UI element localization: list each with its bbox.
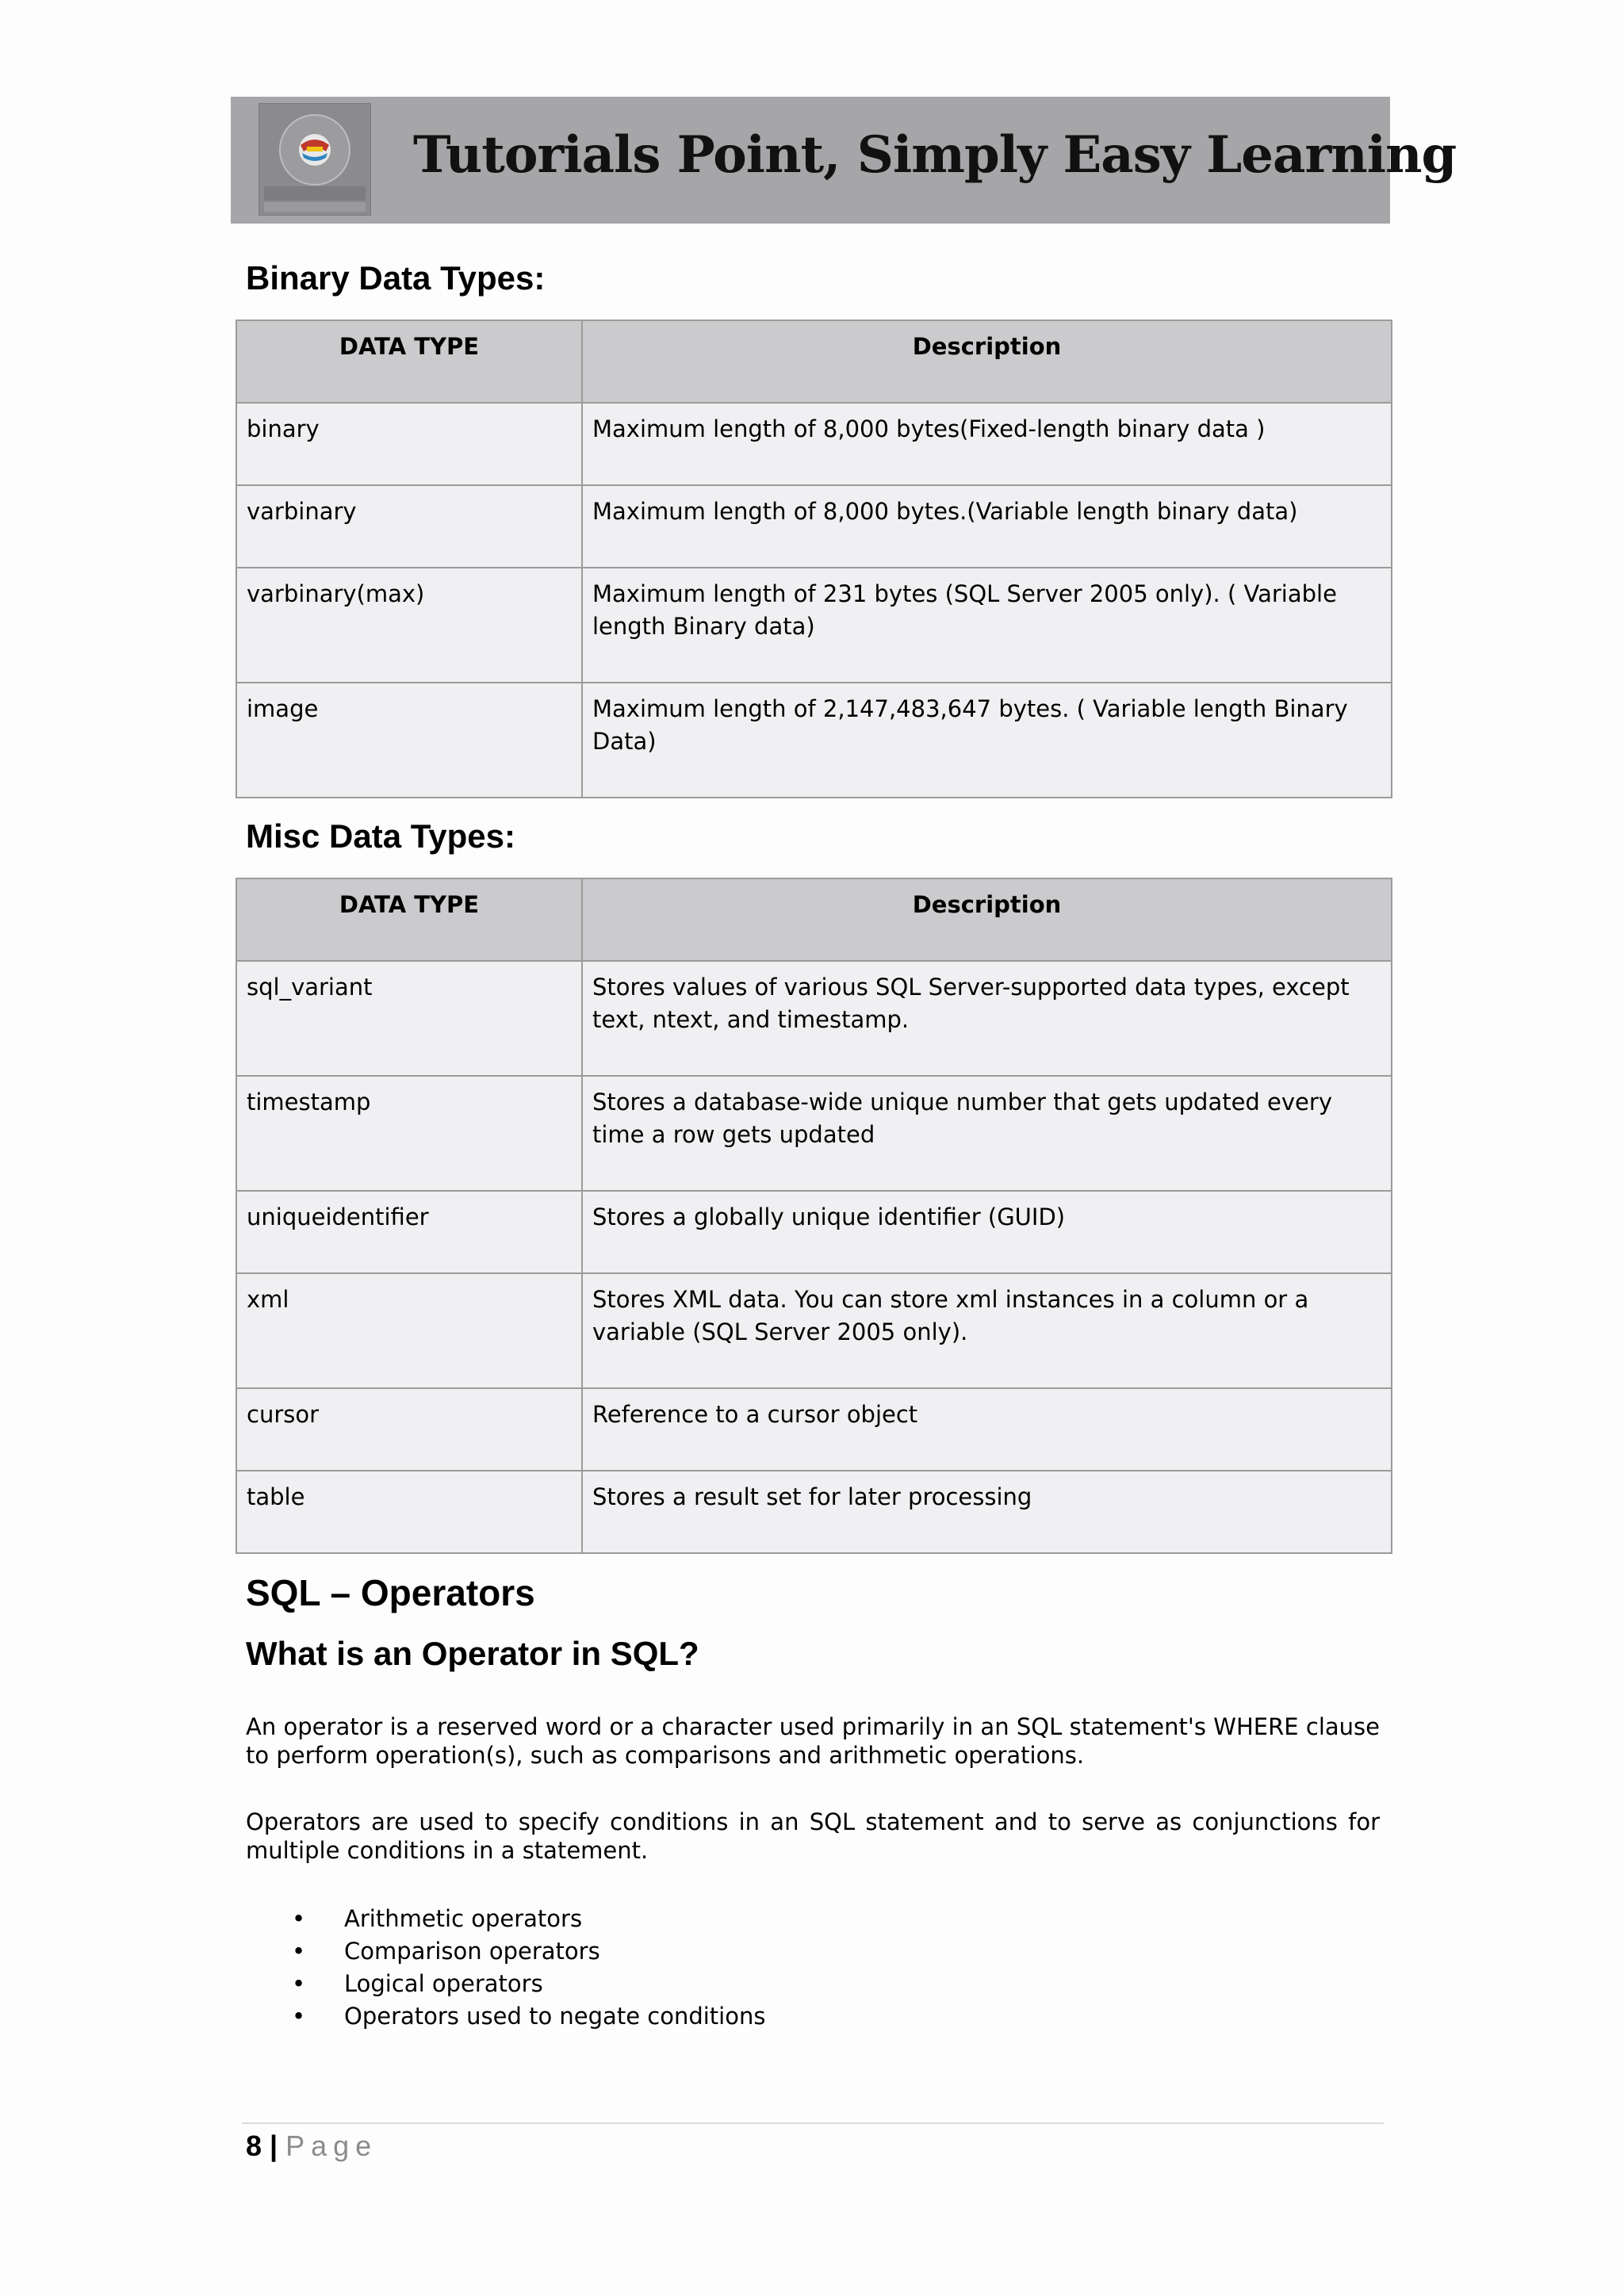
logo-emblem-icon	[259, 104, 370, 215]
page-number: 8	[246, 2130, 262, 2162]
table-row	[236, 1273, 1392, 1388]
data-type-cell: varbinary	[236, 485, 582, 568]
footer-divider	[242, 2122, 1384, 2124]
data-type-cell: timestamp	[236, 1076, 582, 1191]
data-type-cell: image	[236, 683, 582, 798]
description-cell: Stores a database-wide unique number that gets updated every time a row gets updated	[582, 1076, 1392, 1191]
description-cell: Stores a result set for later processing	[582, 1471, 1392, 1553]
bullet-icon: •	[292, 1905, 306, 1932]
table-row	[236, 1191, 1392, 1273]
description-cell: Maximum length of 8,000 bytes.(Variable length binary data)	[582, 485, 1392, 568]
bullet-icon: •	[292, 2003, 306, 2030]
description-cell: Maximum length of 2,147,483,647 bytes. ( Variable length Binary Data)	[582, 683, 1392, 798]
table-row	[236, 1388, 1392, 1471]
table-row	[236, 568, 1392, 683]
misc-data-types-heading: Misc Data Types:	[246, 817, 515, 855]
list-item-label: Operators used to negate conditions	[344, 2003, 766, 2030]
table-header-row	[236, 320, 1392, 403]
table-row	[236, 961, 1392, 1076]
list-item-label: Comparison operators	[344, 1938, 600, 1965]
description-cell: Stores XML data. You can store xml instances in a column or a variable (SQL Server 2005 only).	[582, 1273, 1392, 1388]
data-type-cell: sql_variant	[236, 961, 582, 1076]
data-type-cell: table	[236, 1471, 582, 1553]
description-cell: Maximum length of 231 bytes (SQL Server 2005 only). ( Variable length Binary data)	[582, 568, 1392, 683]
operator-definition-paragraph: An operator is a reserved word or a character used primarily in an SQL statement's WHERE clause to perform operation(s), such as comparisons and arithmetic operations.	[246, 1713, 1380, 1769]
column-header-data-type: DATA TYPE	[236, 320, 582, 403]
description-cell: Maximum length of 8,000 bytes(Fixed-length binary data )	[582, 403, 1392, 485]
list-item-label: Logical operators	[344, 1970, 543, 1997]
list-item	[246, 2000, 765, 2033]
bullet-icon: •	[292, 1938, 306, 1965]
description-cell: Stores a globally unique identifier (GUID)	[582, 1191, 1392, 1273]
data-type-cell: binary	[236, 403, 582, 485]
data-type-cell: varbinary(max)	[236, 568, 582, 683]
table-row	[236, 403, 1392, 485]
list-item-label: Arithmetic operators	[344, 1905, 583, 1932]
page-header-band	[231, 97, 1457, 224]
page-header-title: Tutorials Point, Simply Easy Learning	[413, 125, 1457, 185]
column-header-description: Description	[582, 878, 1392, 961]
list-item	[246, 1903, 765, 1935]
data-type-cell: cursor	[236, 1388, 582, 1471]
binary-data-types-heading: Binary Data Types:	[246, 259, 546, 297]
table-row	[236, 485, 1392, 568]
data-type-cell: uniqueidentifier	[236, 1191, 582, 1273]
list-item	[246, 1935, 765, 1968]
binary-data-types-table	[236, 320, 1392, 798]
data-type-cell: xml	[236, 1273, 582, 1388]
description-cell: Stores values of various SQL Server-supported data types, except text, ntext, and timestamp.	[582, 961, 1392, 1076]
table-header-row	[236, 878, 1392, 961]
what-is-operator-subtitle: What is an Operator in SQL?	[246, 1635, 699, 1672]
operator-types-list	[246, 1903, 765, 2033]
column-header-data-type: DATA TYPE	[236, 878, 582, 961]
tutorials-point-logo	[259, 103, 371, 216]
footer-separator: |	[270, 2130, 278, 2162]
bullet-icon: •	[292, 1970, 306, 1997]
table-row	[236, 683, 1392, 798]
list-item	[246, 1968, 765, 2000]
sql-operators-title: SQL – Operators	[246, 1572, 535, 1613]
operator-usage-paragraph: Operators are used to specify conditions in an SQL statement and to serve as conjunctions for multiple conditions in a statement.	[246, 1808, 1380, 1864]
misc-data-types-table	[236, 878, 1392, 1554]
table-row	[236, 1076, 1392, 1191]
column-header-description: Description	[582, 320, 1392, 403]
page-footer	[246, 2130, 377, 2163]
description-cell: Reference to a cursor object	[582, 1388, 1392, 1471]
page-label: Page	[285, 2130, 378, 2162]
table-row	[236, 1471, 1392, 1553]
